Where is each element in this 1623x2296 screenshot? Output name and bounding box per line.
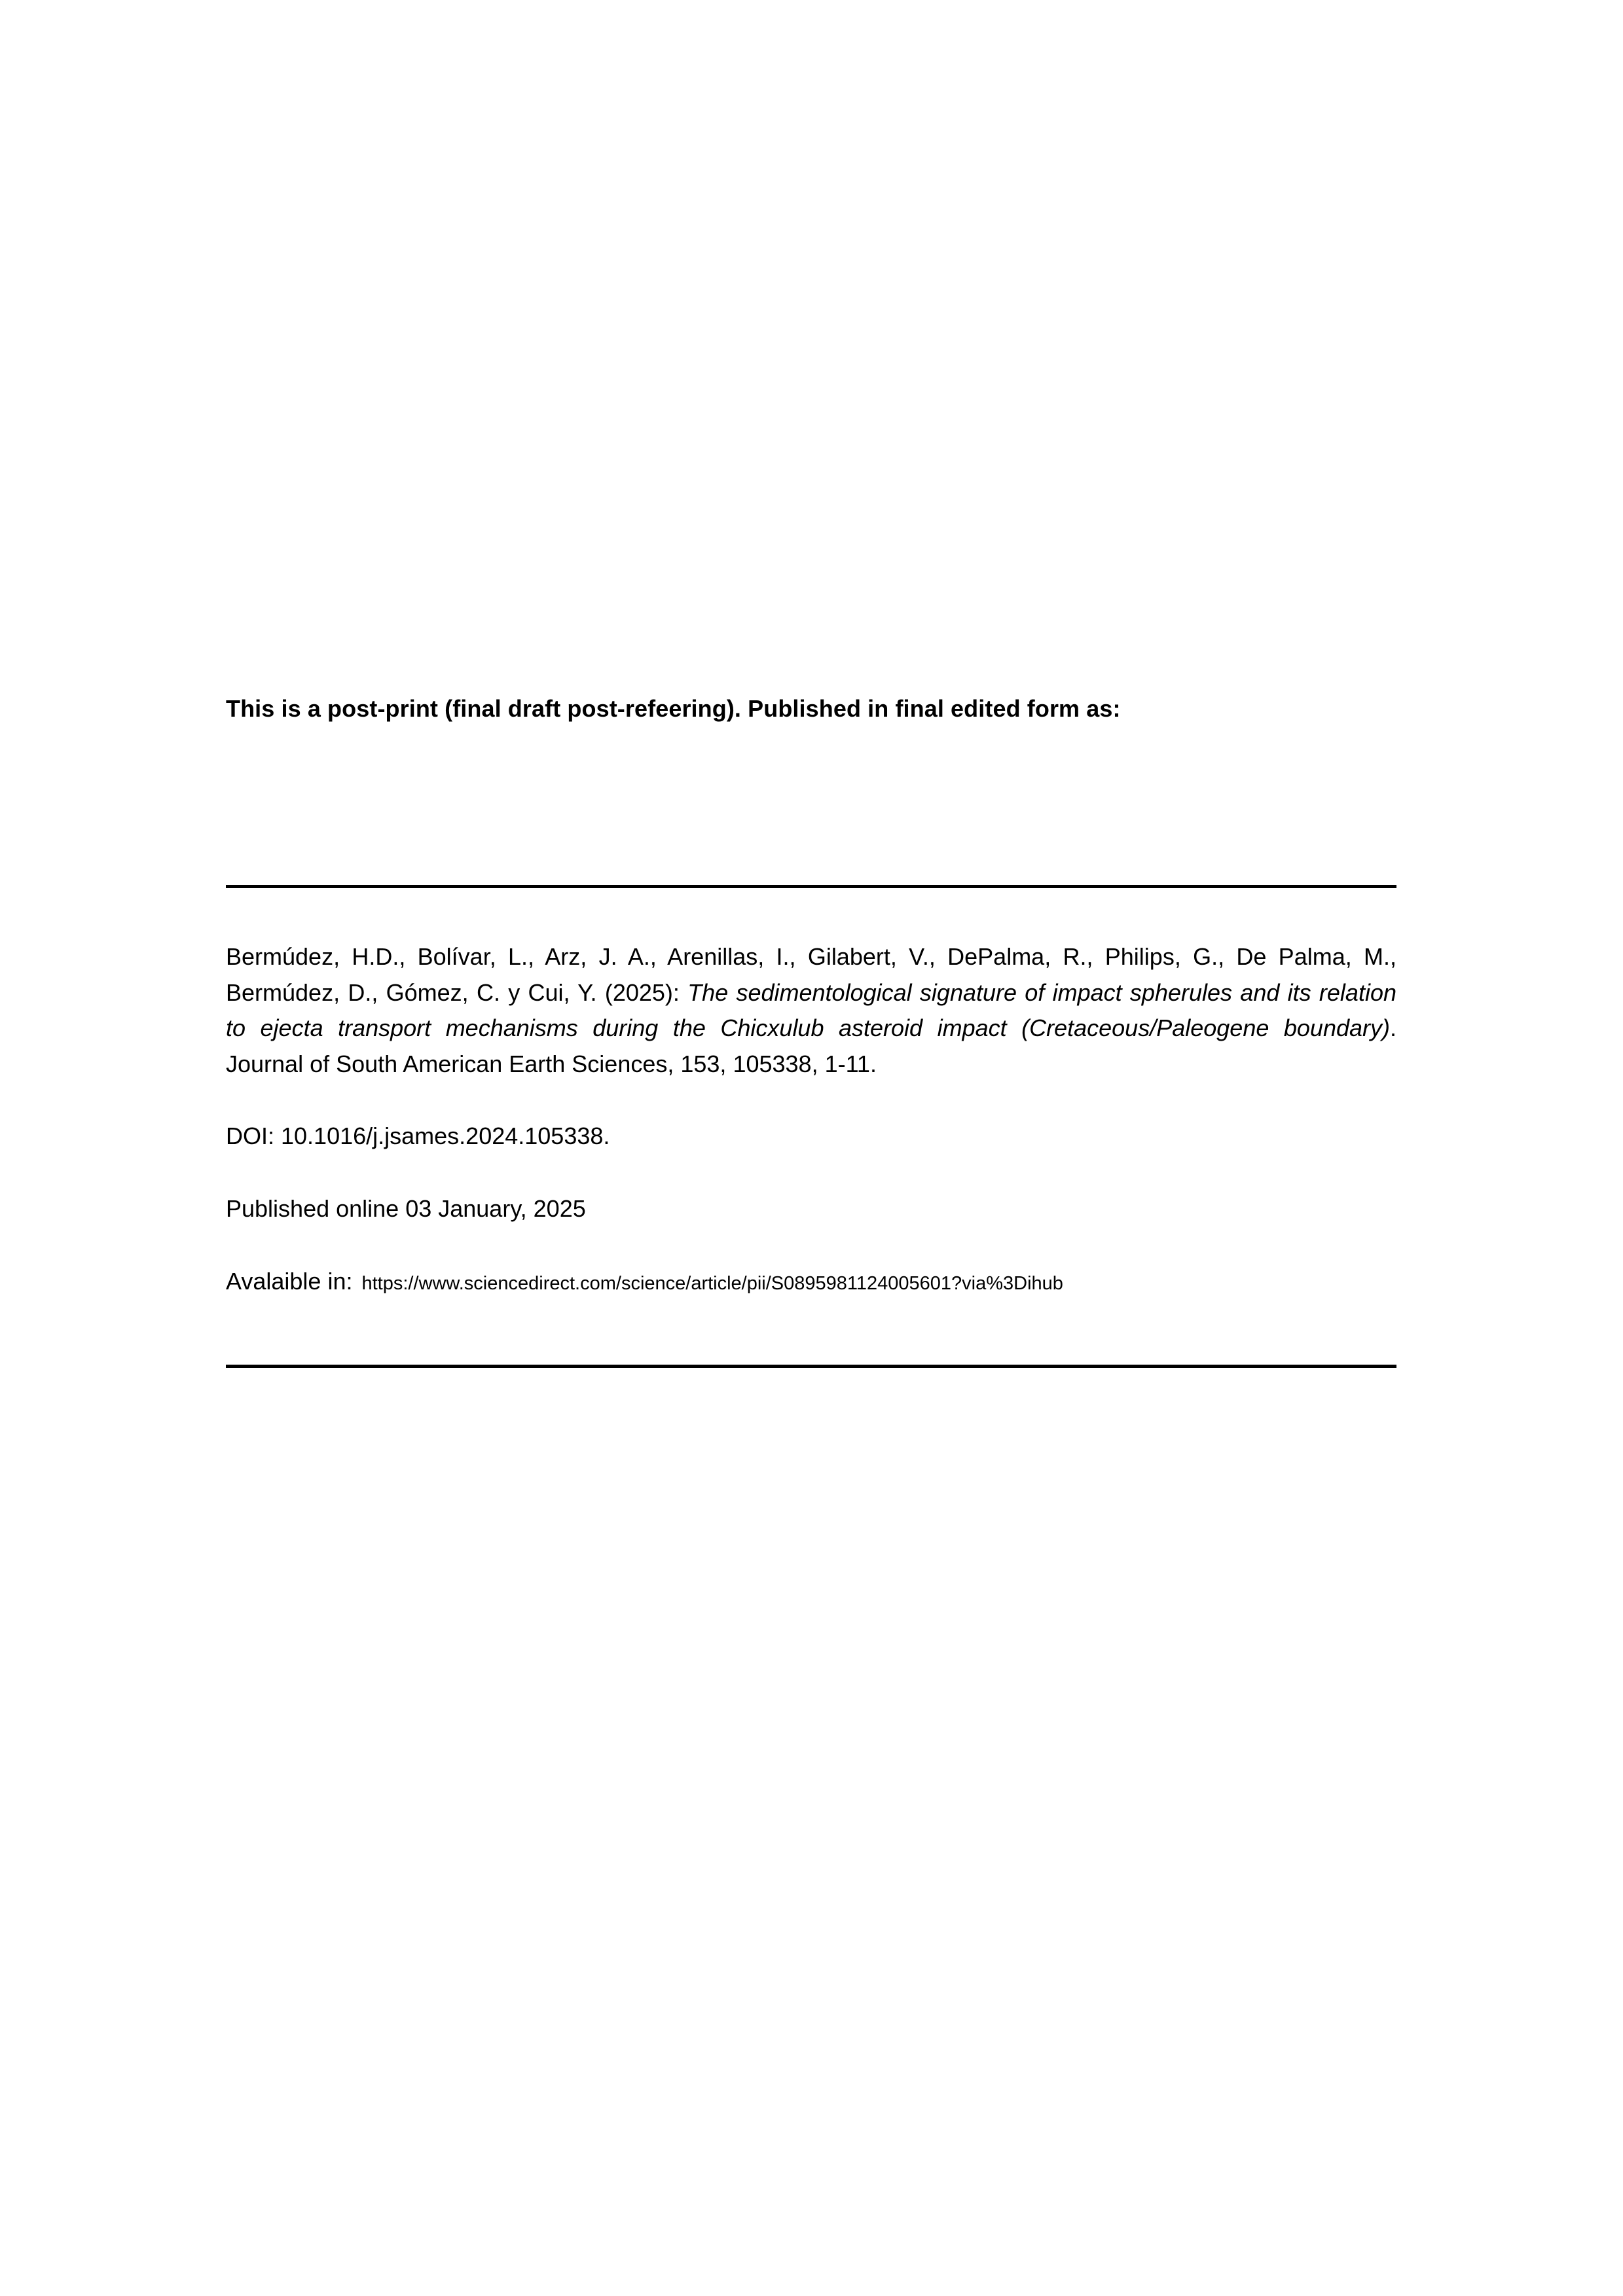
available-in-url[interactable]: https://www.sciencedirect.com/science/article/pii/S0895981124005601?via%3Dihub xyxy=(361,1272,1063,1294)
available-in-row xyxy=(226,1264,1396,1299)
doi-text: DOI: 10.1016/j.jsames.2024.105338. xyxy=(226,1122,610,1149)
post-print-notice: This is a post-print (final draft post-refeering). Published in final edited form as: xyxy=(226,695,1121,722)
citation-journal-info: . Journal of South American Earth Sciences, 153, 105338, 1-11. xyxy=(226,1014,1396,1077)
available-in-label: Avalaible in: xyxy=(226,1267,353,1295)
divider-top xyxy=(226,885,1396,888)
document-content xyxy=(226,694,1396,1368)
divider-bottom xyxy=(226,1365,1396,1368)
published-online-text: Published online 03 January, 2025 xyxy=(226,1194,586,1222)
citation-block xyxy=(226,939,1396,1299)
citation-authors: Bermúdez, H.D., Bolívar, L., Arz, J. A., Arenillas, I., Gilabert, V., DePalma, R., Philips, G., De Palma, M., Bermúdez, D., Gómez, C. y Cui, Y. (2025): xyxy=(226,942,1396,1006)
citation-article-title: The sedimentological signature of impact spherules and its relation to ejecta transport mechanisms during the Chicxulub asteroid impact (Cretaceous/Paleogene boundary) xyxy=(226,978,1396,1042)
citation-text xyxy=(226,939,1396,1083)
